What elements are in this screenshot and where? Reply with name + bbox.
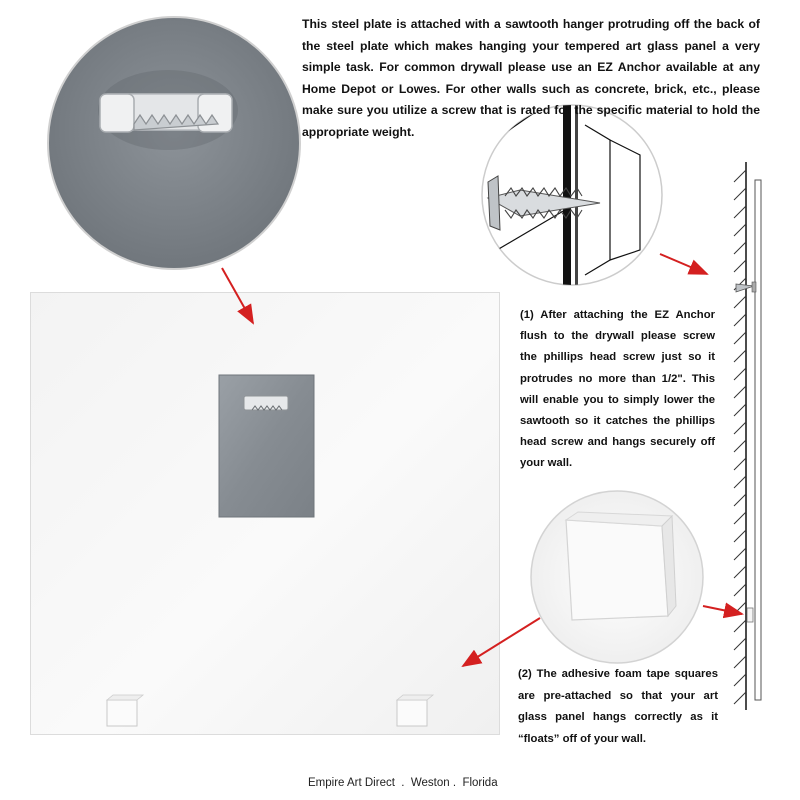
wall-cross-section [734,162,761,710]
sawtooth-hanger-icon [98,70,238,150]
foam-tape-square-icon [107,695,433,726]
step-1-instructions: (1) After attaching the EZ Anchor flush to the drywall please screw the phillips head screw just so it protrudes no more than 1/2". This will enable you to simply lower the sawtooth so it catches the phillips head screw and hangs securely off your wall. [520,309,715,470]
plate-closeup-circle [48,17,300,269]
small-sawtooth-hanger-icon [244,396,288,410]
steel-plate [219,375,314,517]
intro-description: This steel plate is attached with a sawtooth hanger protruding off the back of the steel plate which makes hanging your tempered art glass panel a very simple task. For common drywall please use an EZ Anchor available at any Home Depot or Lowes. For other walls such as concrete, brick, etc., please make sure you utilize a screw that is rated for the specific material to hold the appropriate weight. [302,17,760,139]
step-2-instructions: (2) The adhesive foam tape squares are pre-attached so that your art glass panel hangs correctly as it “floats” off of your wall. [518,668,718,745]
foam-tape-closeup-circle [531,491,703,663]
footer-credit: Empire Art Direct . Weston . Florida [308,777,498,789]
